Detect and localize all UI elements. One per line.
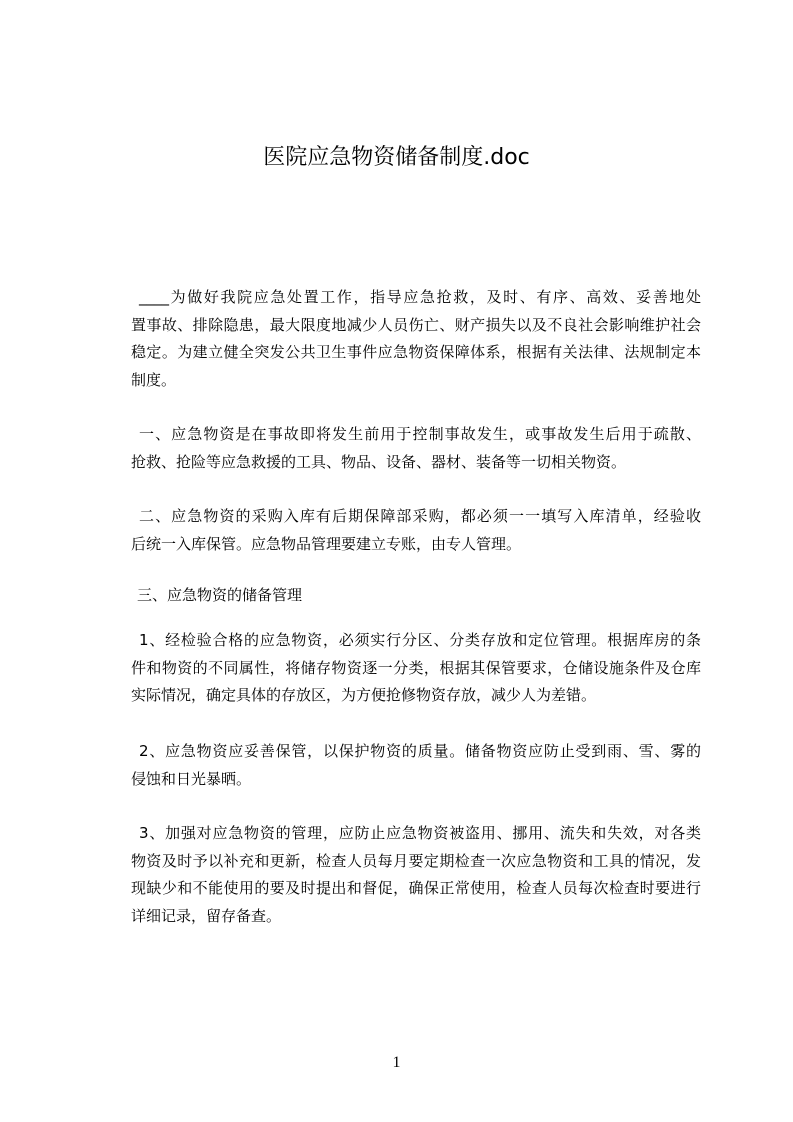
- text-line: 抢救、抢险等应急救援的工具、物品、设备、器材、装备等一切相关物资。: [131, 452, 627, 471]
- document-title: 医院应急物资储备制度.doc: [263, 145, 530, 170]
- text-line: 1、经检验合格的应急物资，必须实行分区、分类存放和定位管理。根据库房的条: [139, 631, 701, 649]
- paragraph-item-2: [131, 738, 701, 793]
- text-line: ____为做好我院应急处置工作，指导应急抢救，及时、有序、高效、妥善地处: [139, 288, 701, 306]
- text-line: 现缺少和不能使用的要及时提出和督促，确保正常使用，检查人员每次检查时要进行: [131, 879, 701, 898]
- paragraph-definition: [131, 421, 701, 476]
- text-line: 二、应急物资的采购入库有后期保障部采购，都必须一一填写入库清单，经验收: [139, 507, 701, 525]
- text-line: 件和物资的不同属性，将储存物资逐一分类，根据其保管要求，仓储设施条件及仓库: [131, 658, 701, 677]
- text-line: 3、加强对应急物资的管理，应防止应急物资被盗用、挪用、流失和失效，对各类: [139, 824, 701, 842]
- text-line: 实际情况，确定具体的存放区，为方便抢修物资存放，减少人为差错。: [131, 686, 597, 705]
- text-line: 侵蚀和日光暴晒。: [131, 769, 252, 788]
- paragraph-item-3: [131, 820, 701, 930]
- text-line: 物资及时予以补充和更新，检查人员每月要定期检查一次应急物资和工具的情况，发: [131, 851, 701, 870]
- text-line: 后统一入库保管。应急物品管理要建立专账，由专人管理。: [131, 534, 522, 553]
- paragraph-item-1: [131, 627, 701, 710]
- section-heading: 三、应急物资的储备管理: [137, 586, 303, 604]
- text-line: 置事故、排除隐患，最大限度地减少人员伤亡、财产损失以及不良社会影响维护社会: [131, 315, 701, 334]
- paragraph-procurement: [131, 503, 701, 558]
- text-line: 详细记录，留存备查。: [131, 906, 282, 925]
- text-line: 稳定。为建立健全突发公共卫生事件应急物资保障体系，根据有关法律、法规制定本: [131, 343, 701, 362]
- text-line: 一、应急物资是在事故即将发生前用于控制事故发生，或事故发生后用于疏散、: [139, 425, 701, 443]
- paragraph-intro: [131, 284, 701, 394]
- page-number: 1: [392, 1054, 401, 1071]
- text-line: 2、应急物资应妥善保管，以保护物资的质量。储备物资应防止受到雨、雪、雾的: [139, 742, 701, 760]
- text-line: 制度。: [131, 370, 177, 389]
